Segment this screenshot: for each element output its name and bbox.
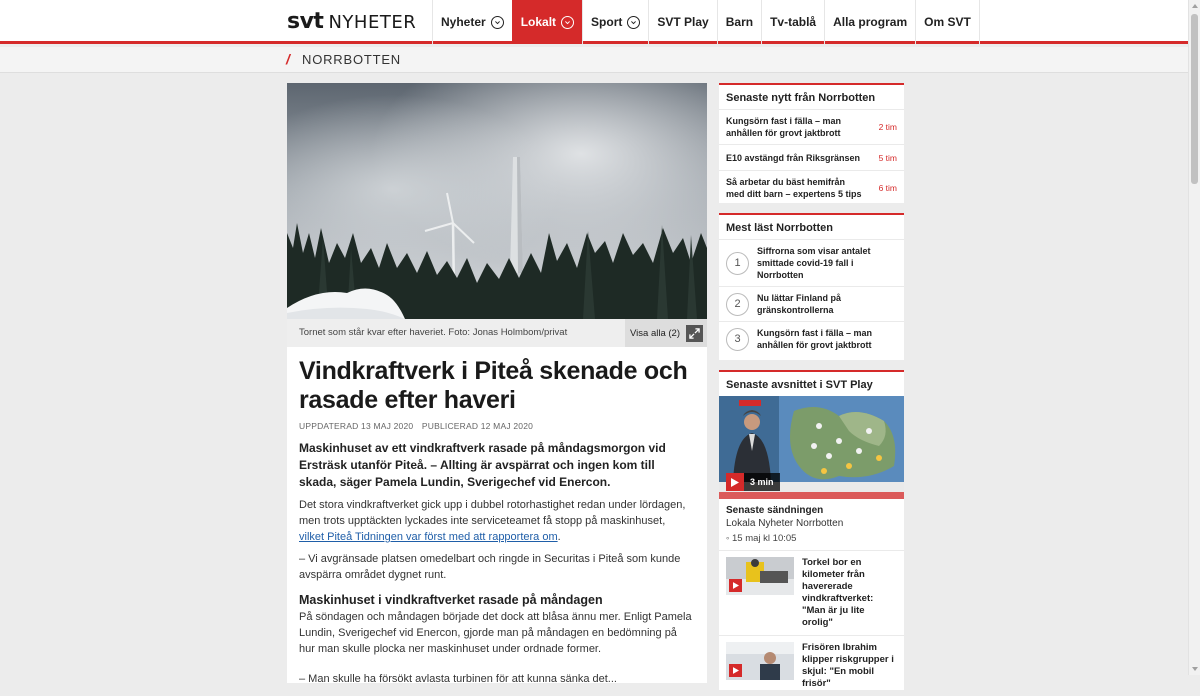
chevron-down-icon[interactable]	[491, 16, 504, 29]
show-all-images-button[interactable]	[625, 319, 707, 347]
list-item[interactable]	[719, 322, 904, 356]
paragraph-text: Det stora vindkraftverket gick upp i dubbel rotorhastighet redan under lördagen, men trots upptäckten lyckades inte serviceteamet få stopp på maskinhuset,	[299, 499, 686, 527]
most-read-text: Siffrorna som visar antalet smittade covid-19 fall i Norrbotten	[757, 246, 871, 280]
page-scrollbar[interactable]	[1188, 0, 1200, 675]
paragraph-end: .	[557, 531, 561, 543]
most-read-text: Kungsörn fast i fälla – man anhållen för grovt jaktbrott	[757, 328, 873, 350]
nav-label: SVT Play	[657, 15, 709, 29]
rank-number: 1	[726, 252, 749, 275]
article-body	[287, 347, 707, 687]
list-item[interactable]	[719, 240, 904, 287]
region-slash: /	[286, 51, 290, 67]
article-dates	[299, 421, 695, 431]
most-read-text: Nu lättar Finland på gränskontrollerna	[757, 293, 842, 315]
region-bar	[0, 47, 1188, 73]
program-name: Lokala Nyheter Norrbotten	[726, 518, 844, 529]
article-paragraph: På söndagen och måndagen började det dock att blåsa ännu mer. Enligt Pamela Lundin, Sverigechef vid Enercon, gjorde man på måndagen en bedömning på hur man skulle plocka ner maskinhuset under ordnade former.	[299, 611, 692, 655]
latest-item-text: Så arbetar du bäst hemifrån med ditt barn – expertens 5 tips	[726, 177, 862, 199]
play-icon[interactable]	[729, 664, 742, 677]
piteatidningen-link[interactable]: vilket Piteå Tidningen var först med att rapportera om	[299, 531, 558, 543]
nav-label: Barn	[725, 15, 754, 29]
article-paragraph: – Vi avgränsade platsen omedelbart och ringde in Securitas i Piteå som kunde avspärra området dygnet runt.	[299, 553, 681, 581]
caption: Tornet som står kvar efter haveriet.	[299, 327, 446, 338]
image-caption	[287, 319, 707, 347]
duration: 3 min	[750, 477, 774, 487]
clip-thumbnail[interactable]	[726, 557, 794, 595]
nav-item-om-svt[interactable]	[915, 0, 980, 44]
article-paragraph: – Man skulle ha försökt avlasta turbinen för att kunna sänka det...	[299, 673, 617, 685]
latest-item-text: E10 avstängd från Riksgränsen	[726, 152, 861, 163]
nav-item-sport[interactable]	[582, 0, 648, 44]
latest-item-text: Kungsörn fast i fälla – man anhållen för grovt jaktbrott	[726, 116, 842, 138]
list-item[interactable]	[719, 110, 904, 145]
logo-nyheter: NYHETER	[328, 12, 417, 33]
updated-date: UPPDATERAD 13 MAJ 2020	[299, 421, 414, 431]
wind-turbine-photo	[287, 83, 707, 319]
nav-label: Om SVT	[924, 15, 971, 29]
list-item[interactable]	[719, 287, 904, 322]
clip-thumbnail[interactable]	[726, 642, 794, 680]
svt-play-title[interactable]: Senaste avsnittet i SVT Play	[726, 379, 873, 391]
list-item[interactable]	[719, 550, 904, 635]
caption-text	[299, 327, 567, 338]
latest-item-time: 5 tim	[878, 152, 897, 163]
scrollbar-thumb[interactable]	[1191, 14, 1198, 184]
nav-item-lokalt[interactable]	[512, 0, 582, 44]
rank-number: 3	[726, 328, 749, 351]
article	[287, 83, 707, 683]
episode-title[interactable]: Senaste sändningen	[726, 505, 824, 516]
article-subheading: Maskinhuset i vindkraftverket rasade på måndagen	[299, 593, 603, 607]
logo-svt: svt	[287, 9, 324, 34]
article-headline: Vindkraftverk i Piteå skenade och rasade efter haveri	[299, 357, 688, 414]
nav-label: Nyheter	[441, 15, 486, 29]
play-icon[interactable]	[729, 579, 742, 592]
svt-nyheter-logo[interactable]	[287, 9, 416, 34]
latest-news-box	[719, 83, 904, 203]
clip-title: Torkel bor en kilometer från havererade vindkraftverket: "Man är ju lite orolig"	[802, 557, 874, 628]
nav-item-alla-program[interactable]	[824, 0, 915, 44]
hero-image[interactable]	[287, 83, 707, 319]
list-item[interactable]	[719, 171, 904, 205]
main-nav	[432, 0, 980, 44]
expand-icon[interactable]	[686, 325, 703, 342]
photo-credit: Foto: Jonas Holmbom/privat	[448, 327, 568, 338]
nav-label: Lokalt	[520, 15, 557, 29]
play-icon[interactable]	[726, 473, 744, 491]
episode-time: ◦ 15 maj kl 10:05	[726, 533, 797, 544]
nav-item-svt-play[interactable]	[648, 0, 716, 44]
most-read-box	[719, 213, 904, 360]
list-item[interactable]	[719, 635, 904, 696]
nav-item-barn[interactable]	[717, 0, 761, 44]
nav-label: Sport	[591, 15, 623, 29]
gallery-label: Visa alla (2)	[630, 327, 680, 339]
clip-title: Frisören Ibrahim klipper riskgrupper i skjul: "En mobil frisör"	[802, 642, 894, 689]
chevron-down-icon[interactable]	[561, 16, 574, 29]
rank-number: 2	[726, 293, 749, 316]
region-link-norrbotten[interactable]: NORRBOTTEN	[302, 52, 401, 67]
episode-time-text: 15 maj kl 10:05	[732, 533, 797, 544]
svt-play-box	[719, 370, 904, 690]
nav-label: Tv-tablå	[770, 15, 817, 29]
latest-item-time: 2 tim	[878, 122, 897, 132]
scroll-down-icon	[1191, 665, 1199, 673]
published-date: PUBLICERAD 12 MAJ 2020	[421, 421, 534, 431]
nav-item-tv-tabla[interactable]	[761, 0, 824, 44]
scroll-up-icon	[1191, 2, 1199, 10]
duration-badge[interactable]	[726, 473, 780, 491]
article-paragraph	[299, 497, 695, 545]
article-lead: Maskinhuset av ett vindkraftverk rasade på måndagsmorgon vid Ersträsk utanför Piteå. – Allting är avspärrat och ingen kom till skada, säger Pamela Lundin, Sverigechef vid Enercon.	[299, 441, 666, 489]
top-navigation	[0, 0, 1188, 44]
most-read-title: Mest läst Norrbotten	[719, 215, 904, 240]
nav-item-nyheter[interactable]	[432, 0, 512, 44]
nav-label: Alla program	[833, 15, 908, 29]
latest-news-title[interactable]: Senaste nytt från Norrbotten	[719, 85, 904, 110]
list-item[interactable]	[719, 145, 904, 171]
chevron-down-icon[interactable]	[627, 16, 640, 29]
latest-item-time: 6 tim	[878, 183, 897, 193]
episode-thumbnail[interactable]	[719, 396, 904, 499]
